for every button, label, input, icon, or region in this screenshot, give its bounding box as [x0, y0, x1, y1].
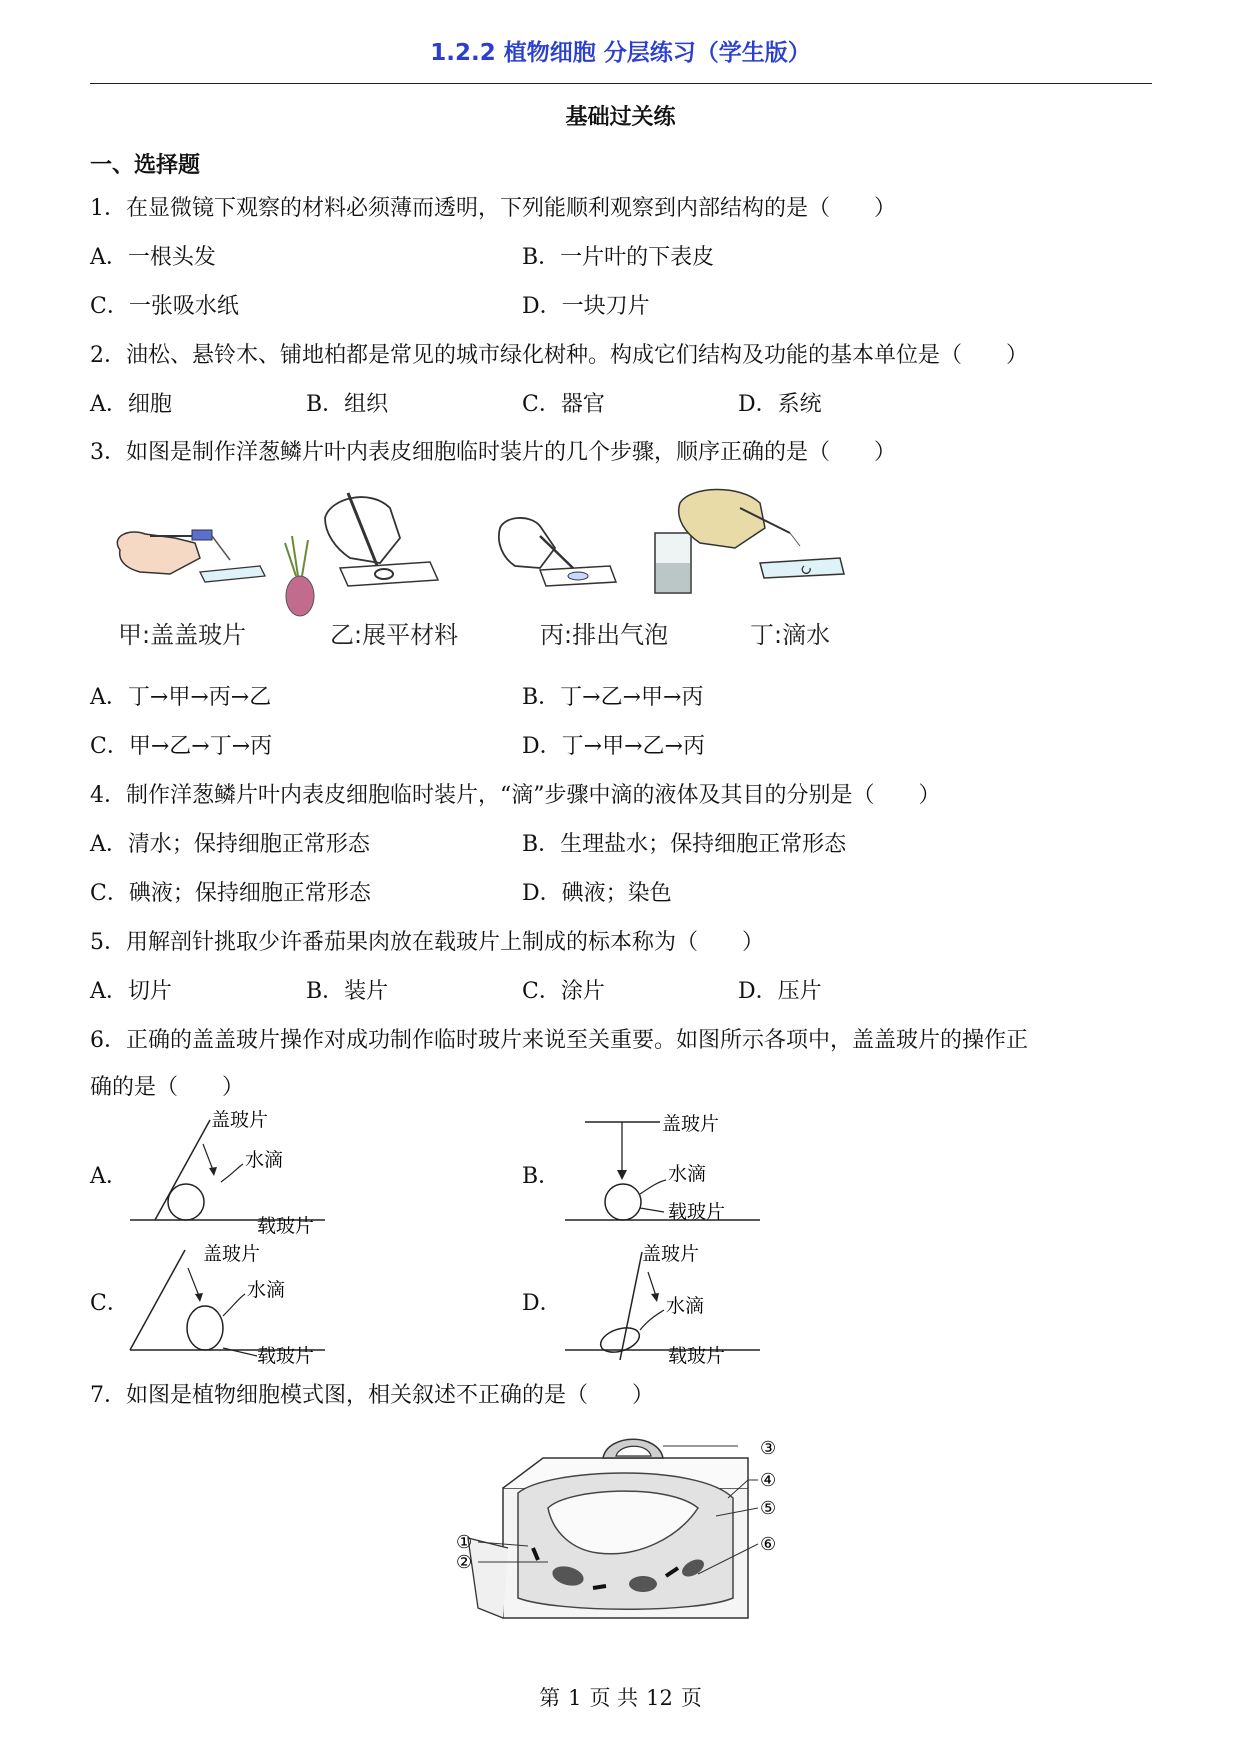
q6c-label-cover: 盖玻片	[203, 1243, 261, 1265]
question-7-stem: 7．如图是植物细胞模式图，相关叙述不正确的是（ ）	[90, 1383, 654, 1408]
footer-page-number: 1	[568, 1686, 582, 1710]
footer-suffix: 页	[680, 1686, 702, 1710]
q6b-label-slide: 载玻片	[668, 1201, 726, 1223]
q1-option-b: B．一片叶的下表皮	[522, 245, 715, 270]
q6-diagram-a	[125, 1108, 345, 1236]
header-divider	[90, 83, 1152, 84]
step-jia-illustration	[117, 530, 265, 582]
cell-label-1: ①	[456, 1532, 473, 1553]
q6-option-d-letter: D．	[522, 1291, 562, 1316]
q1-option-a: A．一根头发	[90, 245, 216, 270]
q1-option-d: D．一块刀片	[522, 294, 650, 319]
q6b-label-cover: 盖玻片	[662, 1113, 720, 1135]
q6-option-a-letter: A．	[90, 1164, 128, 1189]
q3-option-d: D．丁→甲→乙→丙	[522, 734, 705, 759]
part-title: 一、选择题	[90, 153, 201, 178]
q7-plant-cell-diagram	[448, 1428, 808, 1638]
step-label-jia: 甲:盖盖玻片	[118, 621, 247, 649]
q5-option-c: C．涂片	[522, 979, 605, 1004]
step-label-yi: 乙:展平材料	[330, 621, 459, 649]
q1-option-c: C．一张吸水纸	[90, 294, 239, 319]
question-1-stem: 1．在显微镜下观察的材料必须薄而透明，下列能顺利观察到内部结构的是（ ）	[90, 196, 896, 221]
question-6-stem-line-2: 确的是（ ）	[90, 1075, 245, 1100]
q6d-label-slide: 载玻片	[668, 1345, 726, 1367]
q6b-label-drop: 水滴	[668, 1163, 707, 1185]
q2-option-c: C．器官	[522, 392, 605, 417]
q3-option-b: B．丁→乙→甲→丙	[522, 685, 704, 710]
q6-diagram-c	[125, 1238, 345, 1368]
footer-mid: 页 共	[589, 1686, 639, 1710]
step-bing-illustration	[499, 518, 616, 586]
q3-option-c: C．甲→乙→丁→丙	[90, 734, 273, 759]
q4-option-b: B．生理盐水；保持细胞正常形态	[522, 832, 847, 857]
q6a-label-slide: 载玻片	[257, 1215, 315, 1236]
q5-option-a: A．切片	[90, 979, 172, 1004]
q5-option-b: B．装片	[306, 979, 389, 1004]
cell-label-4: ④	[760, 1470, 777, 1491]
cell-label-6: ⑥	[760, 1534, 777, 1555]
q6c-label-drop: 水滴	[247, 1279, 286, 1301]
footer-total-pages: 12	[646, 1686, 673, 1710]
q6-option-c-letter: C．	[90, 1291, 129, 1316]
q4-option-d: D．碘液；染色	[522, 881, 672, 906]
q4-option-a: A．清水；保持细胞正常形态	[90, 832, 370, 857]
q6-option-b-letter: B．	[522, 1164, 561, 1189]
question-3-stem: 3．如图是制作洋葱鳞片叶内表皮细胞临时装片的几个步骤，顺序正确的是（ ）	[90, 440, 896, 465]
q2-option-b: B．组织	[306, 392, 389, 417]
q4-option-c: C．碘液；保持细胞正常形态	[90, 881, 371, 906]
q6d-label-drop: 水滴	[666, 1295, 705, 1317]
step-label-bing: 丙:排出气泡	[540, 621, 669, 649]
page-footer	[0, 1682, 1241, 1712]
cell-label-2: ②	[456, 1552, 473, 1573]
q3-option-a: A．丁→甲→丙→乙	[90, 685, 272, 710]
section-title: 基础过关练	[565, 105, 676, 130]
footer-prefix: 第	[539, 1686, 561, 1710]
question-4-stem: 4．制作洋葱鳞片叶内表皮细胞临时装片，“滴”步骤中滴的液体及其目的分别是（ ）	[90, 783, 941, 808]
question-5-stem: 5．用解剖针挑取少许番茄果肉放在载玻片上制成的标本称为（ ）	[90, 930, 764, 955]
q6-diagram-d	[560, 1238, 780, 1368]
question-2-stem: 2．油松、悬铃木、铺地柏都是常见的城市绿化树种。构成它们结构及功能的基本单位是（ ）	[90, 343, 1029, 368]
q3-figure	[100, 488, 940, 658]
q6a-label-drop: 水滴	[245, 1149, 284, 1171]
cell-label-3: ③	[760, 1438, 777, 1459]
q2-option-a: A．细胞	[90, 392, 172, 417]
q6a-label-cover: 盖玻片	[211, 1109, 269, 1131]
page-title: 1.2.2 植物细胞 分层练习（学生版）	[430, 40, 811, 66]
q2-option-d: D．系统	[738, 392, 822, 417]
step-yi-illustration	[285, 493, 438, 616]
step-ding-illustration	[655, 489, 844, 593]
q6-diagram-b	[560, 1108, 780, 1236]
q6c-label-slide: 载玻片	[257, 1345, 315, 1367]
cell-label-5: ⑤	[760, 1498, 777, 1519]
q5-option-d: D．压片	[738, 979, 822, 1004]
q6d-label-cover: 盖玻片	[642, 1243, 700, 1265]
question-6-stem-line-1: 6．正确的盖盖玻片操作对成功制作临时玻片来说至关重要。如图所示各项中，盖盖玻片的操作正	[90, 1028, 1029, 1053]
step-label-ding: 丁:滴水	[750, 621, 831, 649]
